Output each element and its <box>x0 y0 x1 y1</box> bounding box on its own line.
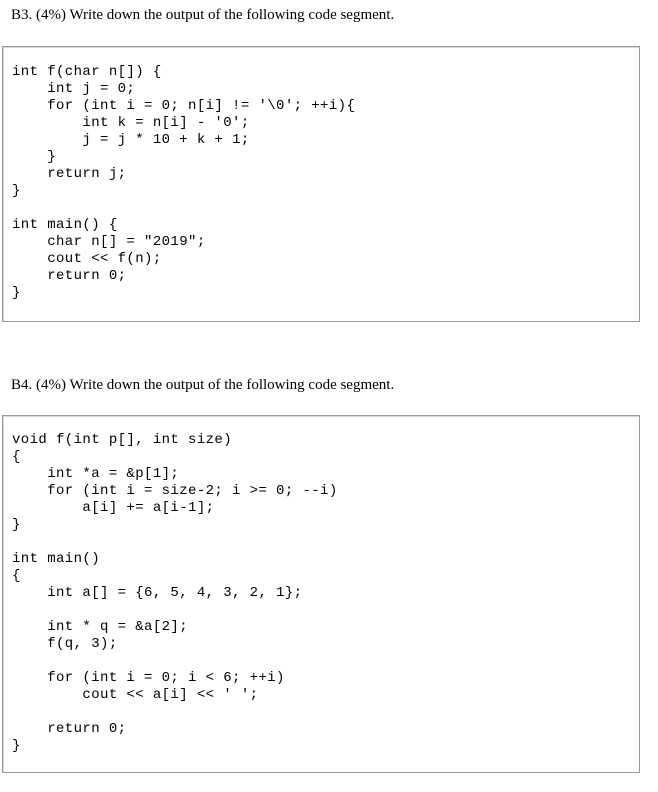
question-b3-title: B3. (4%) Write down the output of the following code segment. <box>11 7 395 23</box>
code-line: a[i] += a[i-1]; <box>12 500 215 516</box>
code-line <box>12 653 338 670</box>
code-line: { <box>12 568 21 584</box>
code-line: void f(int p[], int size) <box>12 432 233 448</box>
code-line: for (int i = 0; n[i] != '\0'; ++i){ <box>12 98 356 114</box>
code-line <box>12 534 338 551</box>
code-line: int k = n[i] - '0'; <box>12 115 250 131</box>
code-line: j = j * 10 + k + 1; <box>12 132 250 148</box>
code-line: } <box>12 738 21 754</box>
code-line: return j; <box>12 166 127 182</box>
code-line <box>12 200 355 217</box>
code-block-b4 <box>12 432 338 755</box>
code-line: for (int i = 0; i < 6; ++i) <box>12 670 285 686</box>
code-line: int main() { <box>12 217 118 233</box>
code-line: { <box>12 449 21 465</box>
code-line: for (int i = size-2; i >= 0; --i) <box>12 483 338 499</box>
code-line: int * q = &a[2]; <box>12 619 189 635</box>
code-line: } <box>12 285 21 301</box>
code-line: int f(char n[]) { <box>12 64 162 80</box>
code-line <box>12 704 338 721</box>
question-b4-title: B4. (4%) Write down the output of the following code segment. <box>11 377 395 393</box>
code-line: return 0; <box>12 268 127 284</box>
code-line: cout << a[i] << ' '; <box>12 687 259 703</box>
code-block-b3 <box>12 64 355 302</box>
code-line: return 0; <box>12 721 127 737</box>
code-line <box>12 602 338 619</box>
code-line: } <box>12 149 57 165</box>
code-line: int j = 0; <box>12 81 136 97</box>
code-line: f(q, 3); <box>12 636 118 652</box>
code-line: int main() <box>12 551 101 567</box>
code-line: int *a = &p[1]; <box>12 466 180 482</box>
code-line: cout << f(n); <box>12 251 162 267</box>
code-line: int a[] = {6, 5, 4, 3, 2, 1}; <box>12 585 303 601</box>
code-line: char n[] = "2019"; <box>12 234 206 250</box>
code-box-b4 <box>2 415 640 773</box>
code-line: } <box>12 183 21 199</box>
code-box-b3 <box>2 46 640 322</box>
code-line: } <box>12 517 21 533</box>
